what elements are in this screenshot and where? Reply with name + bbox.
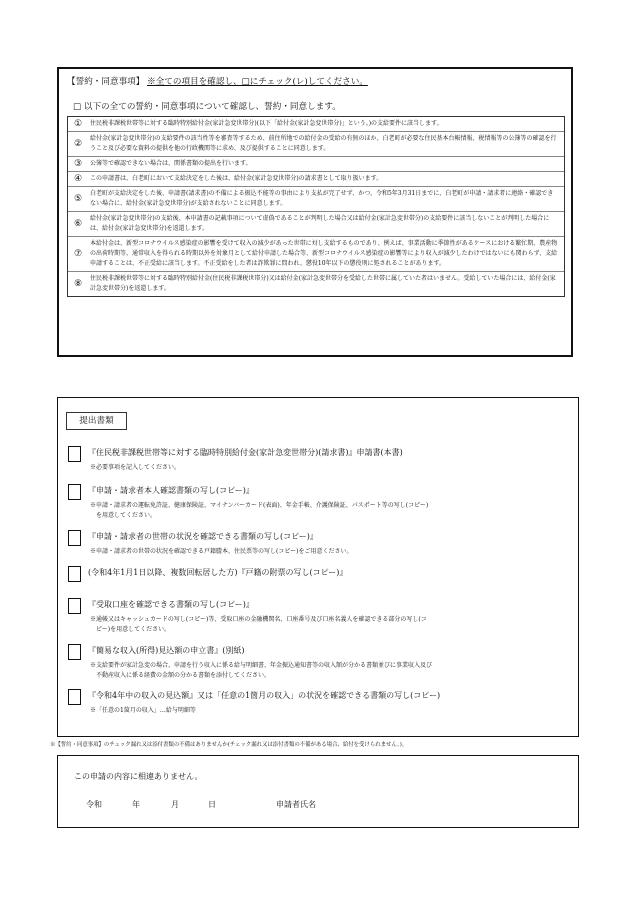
pledge-header [67, 75, 368, 87]
pledge-item-number: ⑦ [73, 249, 83, 259]
pledge-item-text: 白老町が支給決定をした後、申請書(請求書)の不備による振込不能等の事由により支払が完了せず、かつ、令和5年3月31日までに、白老町が申請・請求者に連絡・確認できない場合に、給付金(家計急変世帯分)が支給されないことに同意します。 [90, 190, 554, 207]
pledge-item-text: 住民税非課税世帯等に対する臨時特別給付金(住民税非課税世帯分)又は給付金(家計急変世帯分を受給した世帯に属していた者はいません。受給していた場合には、給付金(家計急変世帯分)を返還します。 [90, 275, 556, 292]
document-checkbox[interactable] [68, 598, 81, 614]
pledge-item-text: 住民税非課税世帯等に対する臨時特別給付金(家計急変世帯分)(以下「給付金(家計急変世帯分)」という。)の支給要件に該当します。 [90, 120, 443, 127]
document-note: 不動産収入に係る経費の金額の分かる書類を添付してください。 [96, 672, 271, 679]
pledge-item-number: ⑧ [73, 279, 83, 289]
document-note: ※必要事項を記入してください。 [90, 464, 181, 471]
document-title: (令和4年1月1日以降、複数回転居した方)『戸籍の附票の写し(コピー)』 [88, 568, 348, 577]
documents-title: 提出書類 [66, 412, 127, 430]
pledge-header-label: 【誓約・同意事項】 [67, 77, 145, 87]
document-note: を用意してください。 [96, 512, 157, 519]
document-note: ※申請・請求者の運転免許証、健康保険証、マイナンバーカード(表面)、年金手帳、介護保険証、パスポート等の写し(コピー) [90, 502, 429, 509]
pledge-item [68, 172, 564, 187]
pledge-item-number: ① [73, 119, 83, 129]
applicant-name-label: 申請者氏名 [276, 800, 316, 809]
document-checkbox[interactable] [68, 644, 81, 660]
document-note: ※「任意の1箇月の収入」…給与明細等 [90, 707, 196, 714]
pledge-item [68, 132, 564, 157]
pledge-item-text: この申請書は、白老町において支給決定をした後は、給付金(家計急変世帯分)の請求書として取り扱います。 [90, 175, 383, 182]
pledge-item [68, 212, 564, 237]
document-note: ピー)を用意してください。 [96, 626, 171, 633]
pledge-item-number: ⑤ [73, 194, 83, 204]
documents-section [57, 397, 579, 737]
document-checkbox[interactable] [68, 566, 81, 582]
document-title: 『簡易な収入(所得)見込額の申立書』(別紙) [88, 646, 245, 655]
checklist-footnote: ※【誓約・同意事項】のチェック漏れ又は添付書類の不備はありませんか(チェック漏れ又は添付書類の不備がある場合、給付を受けられません。)。 [50, 742, 408, 748]
pledge-item-number: ⑥ [73, 219, 83, 229]
pledge-item-text: 公簿等で確認できない場合は、関係書類の提出を行います。 [90, 160, 252, 167]
document-checkbox[interactable] [68, 689, 81, 705]
document-title: 『申請・請求者の世帯の状況を確認できる書類の写し(コピー)』 [88, 532, 318, 541]
pledge-item-number: ② [73, 139, 83, 149]
pledge-item-text: 給付金(家計急変世帯分)の支給後、本申請書の記載事項について虚偽であることが判明した場合又は給付金(家計急変世帯分)の支給要件に該当しないことが判明した場合には、給付金(家計急変世帯分)を返還します。 [90, 215, 550, 232]
date-era-label: 令和 [86, 800, 102, 809]
document-checkbox[interactable] [68, 530, 81, 546]
document-title: 『住民税非課税世帯等に対する臨時特別給付金(家計急変世帯分)(請求書)』申請書(本書) [88, 448, 403, 457]
pledge-item-number: ③ [73, 159, 83, 169]
document-note: ※支給要件が家計急変の場合、申請を行う収入に係る給与明細書、年金振込通知書等の収入額が分かる書類並びに事業収入及び [90, 662, 433, 669]
document-note: ※申請・請求者の世帯の状況を確認できる戸籍謄本、住民票等の写し(コピー)をご用意ください。 [90, 548, 353, 555]
pledge-item-number: ④ [73, 174, 83, 184]
document-title: 『令和4年中の収入の見込額』又は「任意の1箇月の収入」の状況を確認できる書類の写し(コピー) [88, 691, 441, 700]
pledge-item [68, 157, 564, 172]
pledge-item [68, 237, 564, 272]
pledge-header-instruction: ※全ての項目を確認し、□にチェック(レ)してください。 [147, 77, 368, 87]
document-title: 『申請・請求者本人確認書類の写し(コピー)』 [88, 486, 254, 495]
date-month-label: 月 [171, 800, 179, 809]
date-year-label: 年 [132, 800, 140, 809]
date-day-label: 日 [208, 800, 216, 809]
declaration-statement: この申請の内容に相違ありません。 [74, 772, 203, 781]
pledge-item-text: 本給付金は、新型コロナウイルス感染症の影響を受けて収入の減少があった世帯に対し支給するものであり、例えば、事業活動に季節性があるケースにおける繁忙期、農産物の出荷時期等、通常収入を得られる時期以外を対象月として給付申請した場合等、新型コロナウイルス感染症の影響等により収入が減少したわけではないにも関わらず、支給申請することは、不正受給に該当します。不正受給をした者は詐欺罪に問われ、懲役10年以下の懲役刑に処されることがあります。 [90, 240, 558, 267]
pledge-item [68, 187, 564, 212]
pledge-item [68, 117, 564, 132]
pledge-items-table [67, 116, 565, 297]
pledge-item-text: 給付金(家計急変世帯分)の支給要件の該当性等を審査等するため、前住所地での給付金の受給の有無のほか、白老町が必要な住民基本台帳情報、税情報等の公簿等の確認を行うこと及び必要な資料の提供を他の行政機関等に求め、及び提供することに同意します。 [90, 135, 557, 152]
agree-all-checkbox[interactable]: □ 以下の全ての誓約・同意事項について確認し、誓約・同意します。 [73, 102, 341, 112]
document-checkbox[interactable] [68, 484, 81, 500]
pledge-item [68, 272, 564, 296]
declaration-section [57, 755, 579, 828]
pledge-section [57, 67, 573, 357]
document-title: 『受取口座を確認できる書類の写し(コピー)』 [88, 600, 254, 609]
document-note: ※通帳又はキャッシュカードの写し(コピー)等、受取口座の金融機関名、口座番号及び口座名義人を確認できる部分の写し(コ [90, 616, 427, 623]
document-checkbox[interactable] [68, 446, 81, 462]
